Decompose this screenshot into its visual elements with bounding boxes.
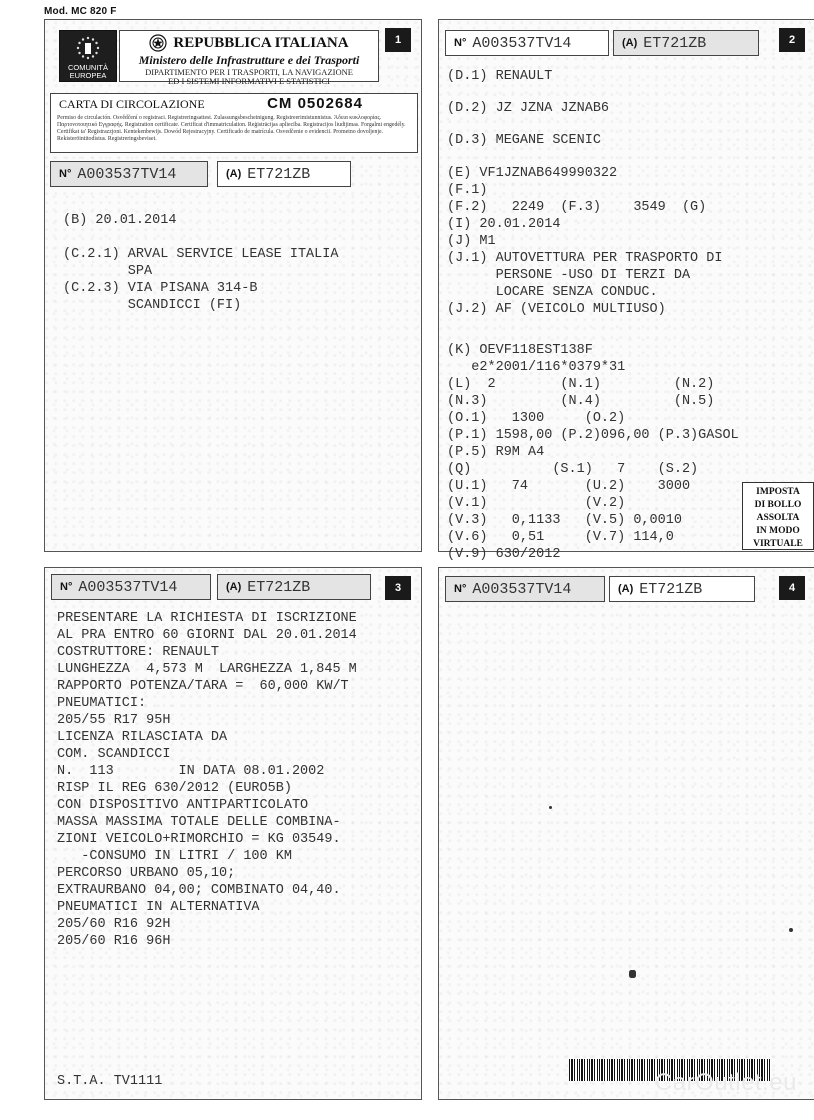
registration-number-box <box>51 574 211 600</box>
note-line: 205/60 R16 92H <box>57 917 171 932</box>
page-number: 3 <box>385 576 411 600</box>
field-d1: (D.1) RENAULT <box>447 69 553 84</box>
registration-number: A003537TV14 <box>472 580 572 598</box>
field-line: LOCARE SENZA CONDUC. <box>447 285 658 300</box>
page-number: 1 <box>385 28 411 52</box>
department-line-1: DIPARTIMENTO PER I TRASPORTI, LA NAVIGAZIONE <box>145 67 353 77</box>
stamp-line: DI BOLLO <box>754 500 802 510</box>
field-line: (J.1) AUTOVETTURA PER TRASPORTO DI <box>447 251 723 266</box>
document-title-box <box>50 93 418 153</box>
vehicle-data-block-2 <box>447 342 739 563</box>
field-d2: (D.2) JZ JZNA JZNAB6 <box>447 101 610 116</box>
field-c23: (C.2.3) VIA PISANA 314-B <box>63 281 258 296</box>
plate-number: ET721ZB <box>643 34 707 52</box>
tax-stamp <box>742 482 814 550</box>
field-line: (E) VF1JZNAB649990322 <box>447 166 618 181</box>
scan-speck <box>549 806 552 809</box>
field-line: (V.9) 630/2012 <box>447 547 561 562</box>
page-2 <box>438 19 814 562</box>
field-line: (Q) (S.1) 7 (S.2) <box>447 462 699 477</box>
issuing-office: S.T.A. TV1111 <box>57 1074 163 1089</box>
scan-speck <box>789 928 793 932</box>
eu-stars-icon <box>60 33 116 65</box>
note-line: RAPPORTO POTENZA/TARA = 60,000 KW/T <box>57 679 349 694</box>
registration-number: A003537TV14 <box>78 578 178 596</box>
republic-title: REPUBBLICA ITALIANA <box>173 34 349 51</box>
registration-number-box <box>445 30 609 56</box>
stamp-line: ASSOLTA <box>756 513 800 523</box>
page-3 <box>44 567 422 1100</box>
plate-number: ET721ZB <box>247 578 311 596</box>
field-d3: (D.3) MEGANE SCENIC <box>447 133 601 148</box>
number-prefix: N° <box>59 168 72 180</box>
note-line: COSTRUTTORE: RENAULT <box>57 645 220 660</box>
note-line: EXTRAURBANO 04,00; COMBINATO 04,40. <box>57 883 341 898</box>
plate-number: ET721ZB <box>639 580 703 598</box>
department-line-2: ED I SISTEMI INFORMATIVI E STATISTICI <box>168 76 330 86</box>
plate-number: ET721ZB <box>247 165 311 183</box>
flag-caption-1: COMUNITÀ <box>68 63 108 72</box>
page-number: 4 <box>779 576 805 600</box>
note-line: N. 113 IN DATA 08.01.2002 <box>57 764 325 779</box>
plate-prefix: (A) <box>622 37 638 49</box>
field-line: (J) M1 <box>447 234 496 249</box>
field-line: (L) 2 (N.1) (N.2) <box>447 377 715 392</box>
watermark: CarOutlet.eu <box>654 1069 797 1096</box>
note-line: COM. SCANDICCI <box>57 747 171 762</box>
field-b: (B) 20.01.2014 <box>63 213 177 228</box>
vehicle-data-block-1 <box>447 165 722 318</box>
registration-number-box <box>445 576 605 602</box>
note-line: LICENZA RILASCIATA DA <box>57 730 228 745</box>
flag-caption-2: EUROPEA <box>69 71 107 80</box>
field-line: (U.1) 74 (U.2) 3000 <box>447 479 691 494</box>
field-line: (P.5) R9M A4 <box>447 445 545 460</box>
model-code: Mod. MC 820 F <box>44 6 117 17</box>
field-line: (V.6) 0,51 (V.7) 114,0 <box>447 530 674 545</box>
note-line: PNEUMATICI IN ALTERNATIVA <box>57 900 260 915</box>
note-line: PERCORSO URBANO 05,10; <box>57 866 236 881</box>
note-line: RISP IL REG 630/2012 (EURO5B) <box>57 781 292 796</box>
note-line: LUNGHEZZA 4,573 M LARGHEZZA 1,845 M <box>57 662 357 677</box>
number-prefix: N° <box>454 37 467 49</box>
registration-number: A003537TV14 <box>77 165 177 183</box>
plate-box <box>613 30 759 56</box>
stamp-line: VIRTUALE <box>753 539 803 549</box>
number-prefix: N° <box>60 581 73 593</box>
scan-speck <box>629 970 636 978</box>
document-title-translations: Permiso de circulación. Osvědčení o registraci. Registreringsattest. Zulassungsbescheinigung. Registreerimistunnistus. Άδεια κυκλοφορίας. Παρτονοτοιητικό Εγγραφής. Registration certificate. Certificat d'immatriculation. Reģistrācijas apliecība. Registracijos liudijimas. Forgalmi engedély. Certifikat ta' Registrazzjoni. Kentekenbewijs. Dowód Rejestracyjny. Certificado de matrícula. Osvedčenie o evidencii. Prometno dovoljenje. Rekisteröintitodistus. Registreringsbeviset. <box>57 115 406 142</box>
stamp-line: IN MODO <box>756 526 800 536</box>
document-code: CM 0502684 <box>267 95 363 112</box>
field-c21-cont: SPA <box>63 264 153 279</box>
page-1 <box>44 19 422 552</box>
plate-prefix: (A) <box>618 583 634 595</box>
registration-number: A003537TV14 <box>472 34 572 52</box>
field-line: PERSONE -USO DI TERZI DA <box>447 268 691 283</box>
field-line: (I) 20.01.2014 <box>447 217 561 232</box>
plate-box <box>609 576 755 602</box>
note-line: 205/55 R17 95H <box>57 713 171 728</box>
field-line: (P.1) 1598,00 (P.2)096,00 (P.3)GASOL <box>447 428 739 443</box>
field-c21: (C.2.1) ARVAL SERVICE LEASE ITALIA <box>63 247 339 262</box>
registration-number-box <box>50 161 208 187</box>
note-line: 205/60 R16 96H <box>57 934 171 949</box>
field-line: (J.2) AF (VEICOLO MULTIUSO) <box>447 302 666 317</box>
notes-block <box>57 610 357 950</box>
plate-prefix: (A) <box>226 168 242 180</box>
note-line: PNEUMATICI: <box>57 696 147 711</box>
field-c23-cont: SCANDICCI (FI) <box>63 298 242 313</box>
field-line: (N.3) (N.4) (N.5) <box>447 394 715 409</box>
note-line: -CONSUMO IN LITRI / 100 KM <box>57 849 292 864</box>
field-line: (K) OEVF118EST138F <box>447 343 593 358</box>
note-line: PRESENTARE LA RICHIESTA DI ISCRIZIONE <box>57 611 357 626</box>
document-title: CARTA DI CIRCOLAZIONE <box>59 97 205 111</box>
plate-box <box>217 161 351 187</box>
note-line: AL PRA ENTRO 60 GIORNI DAL 20.01.2014 <box>57 628 357 643</box>
field-line: (V.1) (V.2) <box>447 496 626 511</box>
issuer-header <box>119 30 379 86</box>
plate-prefix: (A) <box>226 581 242 593</box>
field-line: (F.2) 2249 (F.3) 3549 (G) <box>447 200 707 215</box>
number-prefix: N° <box>454 583 467 595</box>
republic-emblem-icon <box>149 34 167 52</box>
plate-box <box>217 574 371 600</box>
page-4 <box>438 567 814 1100</box>
note-line: ZIONI VEICOLO+RIMORCHIO = KG 03549. <box>57 832 341 847</box>
stamp-line: IMPOSTA <box>756 487 800 497</box>
field-line: (F.1) <box>447 183 488 198</box>
field-line: e2*2001/116*0379*31 <box>447 360 626 375</box>
page-number: 2 <box>779 28 805 52</box>
field-line: (V.3) 0,1133 (V.5) 0,0010 <box>447 513 682 528</box>
note-line: CON DISPOSITIVO ANTIPARTICOLATO <box>57 798 309 813</box>
eu-flag-logo <box>59 30 117 82</box>
note-line: MASSA MASSIMA TOTALE DELLE COMBINA- <box>57 815 341 830</box>
field-line: (O.1) 1300 (O.2) <box>447 411 626 426</box>
ministry-name: Ministero delle Infrastrutture e dei Trasporti <box>138 53 360 67</box>
